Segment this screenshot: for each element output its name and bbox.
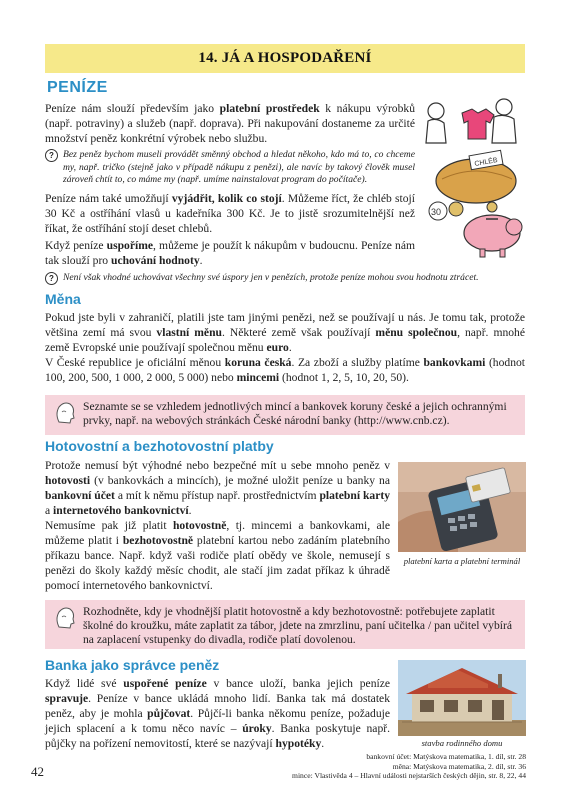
- note-barter: ? Bez peněz bychom museli provádět směnný obchod a hledat někoho, kdo má to, co chceme my, např. tričko (stejně jako v případě nákupu z penězi), ale navíc by takový člověk musel zároveň chtít to, co máme my (např. umíme nainstalovat program do počítače).: [45, 149, 415, 187]
- page-number: 42: [31, 764, 44, 779]
- paragraph-cashless: Nemusíme pak již platit hotovostně, tj. mincemi a bankovkami, ale můžeme platit i bezhotovostně platební kartou nebo zadáním platebního příkazu bance. Např. když vaši rodiče platí obědy ve škole, nemusejí s penězi do školy každý měsíc chodit, ale stačí jim zadat příkaz k úhradě pomocí internetového bankovnictví.: [45, 519, 391, 592]
- reference-line: bankovní účet: Matýskova matematika, 1. díl, str. 28: [366, 752, 526, 761]
- section-title: PENÍZE: [47, 79, 108, 96]
- task-text-payments: Rozhodněte, kdy je vhodnější platit hotovostně a kdy bezhotovostně: potřebujete zaplatit školné do kroužku, máte zaplatit za tábor, jdete na zmrzlinu, paní učitelka / pan učitel vybírá na zaplacení vstupenky do divadla, rodiče platí dovolenou.: [83, 605, 512, 646]
- caption-terminal: platební karta a platební terminál: [403, 556, 521, 566]
- chapter-title-bar: [45, 44, 525, 73]
- paragraph-saving: Když peníze uspoříme, můžeme je použít k nákupům v budoucnu. Peníze nám tak slouží pro uchování hodnoty.: [45, 239, 415, 267]
- paragraph-czech-crown: V České republice je oficiální měnou koruna česká. Za zboží a služby platíme bankovkami (hodnot 100, 200, 500, 1 000, 2 000, 5 000) nebo mincemi (hodnot 1, 2, 5, 10, 20, 50).: [45, 356, 526, 384]
- house-construction-photo: [398, 660, 526, 736]
- trade-shirt-icon: [420, 93, 530, 263]
- chapter-title: 14. JÁ A HOSPODAŘENÍ: [198, 50, 372, 66]
- paragraph-bank-account: Protože nemusí být výhodné nebo bezpečné mít u sebe mnoho peněz v hotovosti (v bankovkách a mincích), je možné uložit peníze u banky na bankovní účet a mít k němu přístup např. prostřednictvím platební karty a internetového bankovnictví.: [45, 459, 390, 517]
- question-icon: ?: [45, 149, 58, 162]
- subsection-title-banka: Banka jako správce peněz: [45, 657, 220, 673]
- paragraph-bank-manager: Když lidé své uspořené peníze v bance uloží, banka jejich peníze spravuje. Peníze v bance ukládá mnoho lidí. Banka tak má dostatek peněz, aby je mohla půjčovat. Půjčí-li banka někomu peníze, požaduje jejich splacení a k tomu něco navíc – úroky. Banka poskytuje např. půjčky na pořízení nemovitostí, které se nazývají hypotéky.: [45, 677, 391, 750]
- paragraph-currency: Pokud jste byli v zahraničí, platili jste tam jinými penězi, než se používají u nás. Je tomu tak, protože většina zemí má svou vlastní měnu. Některé země však používají měnu společnou, např. mnohé země Evropské unie používají společnou měnu euro.: [45, 311, 526, 354]
- paragraph-price: Peníze nám také umožňují vyjádřit, kolik co stojí. Můžeme říct, že chléb stojí 30 Kč a ostříhání vlasů u kadeřníka 300 Kč. Je to jistě srozumitelnější než říkat, že ostříhání stojí deset chlebů.: [45, 192, 416, 235]
- svg-text:30: 30: [431, 207, 442, 217]
- cross-references: [292, 752, 526, 781]
- paragraph-money-purpose: Peníze nám slouží především jako platební prostředek k nákupu výrobků (např. potraviny) a služeb (např. doprava). Při nakupování dostaneme za určité množství peněz konkrétní výrobek nebo službu.: [45, 102, 415, 145]
- payment-terminal-photo: [398, 462, 526, 552]
- money-illustrations: [420, 93, 530, 263]
- question-icon: ?: [45, 272, 58, 285]
- task-text-cnb: Seznamte se se vzhledem jednotlivých mincí a bankovek koruny české a jejich ochrannými prvky, např. na webových stránkách České národní banky (http://www.cnb.cz).: [83, 400, 507, 427]
- thinking-head-icon: [53, 400, 77, 426]
- thinking-head-icon: [53, 605, 77, 631]
- reference-line: mince: Vlastivěda 4 – Hlavní události nejstarších českých dějin, str. 8, 22, 44: [292, 771, 526, 780]
- subsection-title-platby: Hotovostní a bezhotovostní platby: [45, 438, 274, 454]
- note-savings: ? Není však vhodné uchovávat všechny své úspory jen v penězích, protože peníze mohou svou hodnotu ztrácet.: [45, 272, 525, 285]
- reference-line: měna: Matýskova matematika, 2. díl, str. 36: [392, 761, 526, 771]
- subsection-title-mena: Měna: [45, 291, 81, 307]
- svg-text:CHLÉB: CHLÉB: [474, 157, 499, 168]
- task-box-payments: [45, 600, 525, 649]
- task-box-cnb: [45, 395, 525, 435]
- caption-house: stavba rodinného domu: [421, 738, 503, 748]
